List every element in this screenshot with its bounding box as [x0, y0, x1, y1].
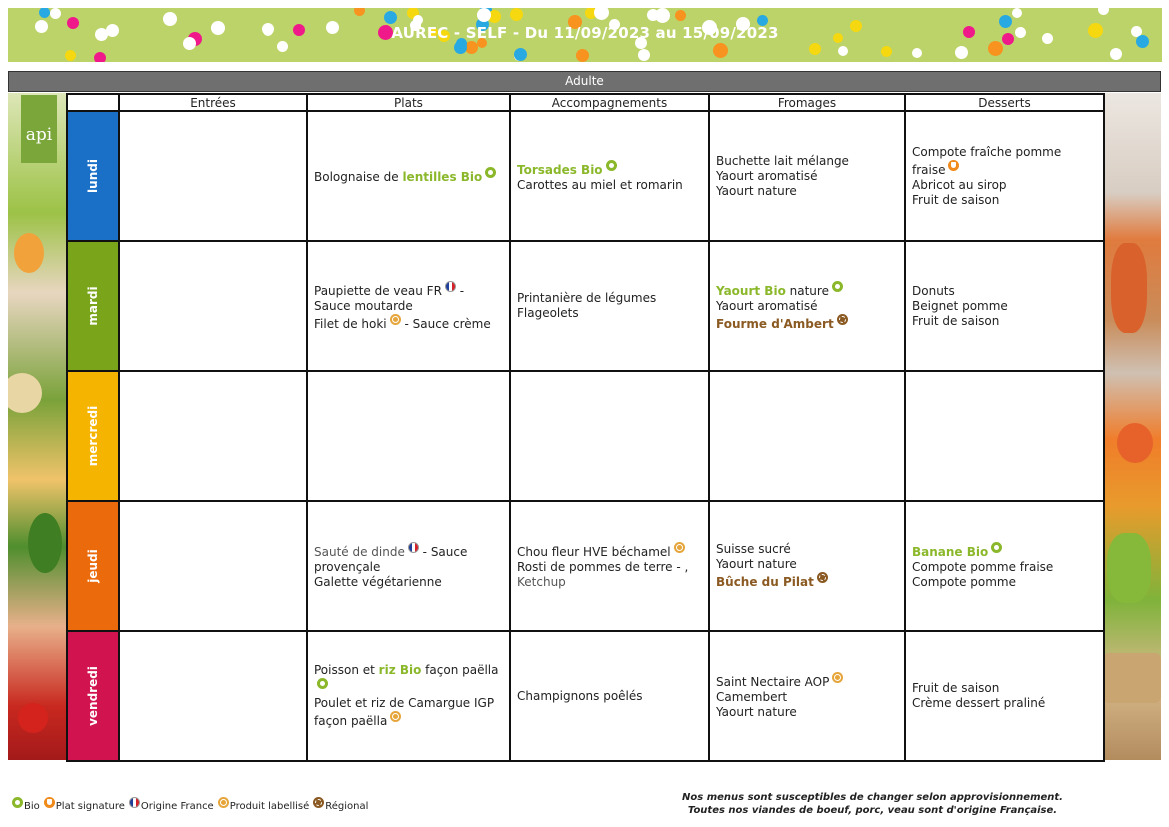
menu-item-text: Saint Nectaire AOP	[716, 675, 830, 689]
legend-label: Produit labellisé	[229, 801, 310, 812]
confetti-dot	[454, 41, 467, 54]
menu-item	[912, 542, 1097, 560]
menu-cell-fromages	[709, 241, 905, 371]
child-illustration	[14, 233, 44, 273]
menu-cell-plats	[307, 501, 510, 631]
menu-item-text: façon paëlla	[421, 663, 499, 677]
vegetable-illustration	[8, 373, 42, 413]
menu-item-text: Chou fleur HVE béchamel	[517, 545, 671, 559]
menu-item-text: Abricot au sirop	[912, 177, 1007, 192]
bio-icon	[485, 167, 496, 178]
menu-cell-accompagnements	[510, 371, 709, 501]
menu-item	[517, 306, 702, 321]
label-icon	[390, 314, 401, 325]
menu-item	[912, 299, 1097, 314]
section-label: Adulte	[8, 71, 1161, 92]
menu-item	[912, 696, 1097, 711]
menu-item-text: Galette végétarienne	[314, 575, 442, 589]
confetti-dot	[50, 8, 61, 19]
menu-item-text: Yaourt aromatisé	[716, 298, 818, 313]
menu-item	[912, 178, 1097, 193]
menu-item	[716, 169, 898, 184]
menu-item	[716, 572, 898, 590]
france-icon	[445, 281, 456, 292]
menu-item-text: Yaourt nature	[716, 557, 797, 571]
menu-cell-entrees	[119, 241, 307, 371]
menu-item-text: Suisse sucré	[716, 542, 791, 556]
day-label-cell	[67, 241, 119, 371]
menu-item	[314, 167, 503, 185]
menu-cell-fromages	[709, 111, 905, 241]
day-label-cell	[67, 631, 119, 761]
menu-cell-fromages	[709, 501, 905, 631]
day-label-cell	[67, 371, 119, 501]
menu-cell-accompagnements	[510, 241, 709, 371]
menu-item-text: Fruit de saison	[912, 313, 1000, 328]
day-label: vendredi	[86, 666, 100, 726]
legend-item	[218, 801, 310, 812]
menu-item	[716, 542, 898, 557]
day-row-lundi	[67, 111, 1104, 241]
menu-cell-accompagnements	[510, 501, 709, 631]
menu-cell-plats	[307, 241, 510, 371]
menu-item-text: riz Bio	[378, 663, 422, 677]
menu-item-text: Poulet et riz de Camargue IGP façon paëlla	[314, 696, 495, 728]
day-label-cell	[67, 501, 119, 631]
header-banner	[8, 8, 1162, 62]
menu-item	[912, 145, 1097, 178]
menu-item-text: Ketchup	[517, 575, 566, 589]
confetti-dot	[955, 46, 968, 59]
menu-item-text: Yaourt nature	[716, 705, 797, 719]
confetti-dot	[655, 8, 670, 23]
menu-item	[314, 314, 503, 332]
menu-item-text: nature	[785, 283, 829, 298]
menu-item	[716, 705, 898, 720]
confetti-dot	[39, 8, 50, 18]
column-header-fromages: Fromages	[709, 94, 905, 111]
column-header-accompagnements: Accompagnements	[510, 94, 709, 111]
legend	[12, 797, 372, 812]
confetti-dot	[675, 10, 686, 21]
menu-cell-plats	[307, 111, 510, 241]
menu-item-text: Carottes au miel et romarin	[517, 177, 683, 192]
menu-cell-entrees	[119, 111, 307, 241]
menu-item-text: Sauté de dinde	[314, 545, 405, 559]
confetti-dot	[1098, 8, 1109, 15]
menu-item	[314, 575, 503, 590]
signature-icon	[948, 160, 959, 171]
confetti-dot	[94, 52, 106, 62]
day-label: mardi	[86, 286, 100, 326]
legend-label: Plat signature	[55, 801, 125, 812]
corner-cell	[67, 94, 119, 111]
menu-cell-plats	[307, 371, 510, 501]
menu-item-sauce: - Sauce moutarde	[314, 283, 465, 313]
bio-icon	[317, 678, 328, 689]
footer-notes	[640, 791, 1105, 817]
menu-item-text: Bolognaise de	[314, 170, 403, 184]
menu-item	[517, 542, 702, 560]
menu-cell-desserts	[905, 111, 1104, 241]
france-icon	[129, 797, 140, 808]
menu-item-text: Yaourt aromatisé	[716, 168, 818, 183]
menu-item	[314, 542, 503, 575]
menu-cell-entrees	[119, 631, 307, 761]
api-logo: api	[21, 95, 57, 163]
carrot-illustration	[1111, 243, 1147, 333]
menu-item	[314, 696, 503, 729]
bio-icon	[991, 542, 1002, 553]
legend-label: Régional	[325, 801, 369, 812]
confetti-dot	[713, 43, 728, 58]
france-icon	[408, 542, 419, 553]
menu-item	[912, 193, 1097, 208]
menu-item-text: Crème dessert praliné	[912, 696, 1046, 710]
confetti-dot	[514, 48, 527, 61]
menu-item	[912, 284, 1097, 299]
menu-item-text: Torsades Bio	[517, 162, 603, 177]
menu-item-text: Bûche du Pilat	[716, 575, 814, 589]
label-icon	[832, 672, 843, 683]
column-header-entrees: Entrées	[119, 94, 307, 111]
label-icon	[390, 711, 401, 722]
menu-item-text: Donuts	[912, 283, 955, 298]
menu-item-text: Compote pomme fraise	[912, 560, 1054, 574]
menu-item-text: Fruit de saison	[912, 681, 1000, 695]
legend-label: Bio	[24, 801, 40, 812]
pumpkin-illustration	[1117, 423, 1153, 463]
menu-item-text: Flageolets	[517, 306, 579, 320]
bio-icon	[606, 160, 617, 171]
menu-item-text: Fruit de saison	[912, 192, 1000, 207]
bio-icon	[12, 797, 23, 808]
legend-item	[12, 801, 40, 812]
menu-item	[716, 672, 898, 690]
menu-item-text: Buchette lait mélange	[716, 153, 849, 168]
confetti-dot	[638, 49, 650, 61]
day-row-vendredi	[67, 631, 1104, 761]
confetti-dot	[277, 41, 288, 52]
confetti-dot	[912, 48, 922, 58]
menu-item	[314, 663, 503, 696]
day-row-mercredi	[67, 371, 1104, 501]
note-line: Nos menus sont susceptibles de changer selon approvisionnement.	[682, 792, 1063, 803]
column-header-row	[67, 94, 1104, 111]
menu-cell-desserts	[905, 631, 1104, 761]
menu-item-text: Printanière de légumes	[517, 291, 657, 305]
regional-icon	[837, 314, 848, 325]
label-icon	[674, 542, 685, 553]
menu-item	[517, 160, 702, 178]
menu-item-text: lentilles Bio	[402, 170, 483, 184]
menu-item	[912, 560, 1097, 575]
confetti-dot	[1110, 48, 1122, 60]
label-icon	[218, 797, 229, 808]
day-row-jeudi	[67, 501, 1104, 631]
menu-item-text: Paupiette de veau FR	[314, 283, 442, 298]
menu-item-text: Yaourt nature	[716, 183, 797, 198]
menu-item	[517, 291, 702, 306]
tomato-illustration	[18, 703, 48, 733]
menu-cell-accompagnements	[510, 111, 709, 241]
menu-item-text: Poisson et	[314, 663, 379, 677]
menu-item-text: Rosti de pommes de terre - ,	[517, 560, 689, 574]
menu-cell-fromages	[709, 371, 905, 501]
menu-item-text: Compote fraîche pomme fraise	[912, 144, 1062, 177]
regional-icon	[313, 797, 324, 808]
right-decoration-strip	[1103, 93, 1161, 760]
confetti-dot	[1012, 8, 1022, 18]
confetti-dot	[594, 8, 609, 20]
menu-item	[716, 314, 898, 332]
menu-item	[517, 560, 702, 590]
menu-item-text: Camembert	[716, 690, 788, 704]
confetti-dot	[354, 8, 365, 16]
day-label: lundi	[86, 159, 100, 193]
signature-icon	[44, 797, 55, 808]
legend-label: Origine France	[140, 801, 214, 812]
basket-illustration	[1103, 653, 1161, 703]
confetti-dot	[510, 8, 523, 21]
menu-item	[716, 690, 898, 705]
note-line: Toutes nos viandes de boeuf, porc, veau sont d'origine Française.	[687, 805, 1058, 816]
day-label-cell	[67, 111, 119, 241]
menu-item	[314, 281, 503, 314]
confetti-dot	[384, 11, 397, 24]
menu-cell-entrees	[119, 371, 307, 501]
menu-item	[716, 184, 898, 199]
menu-cell-plats	[307, 631, 510, 761]
bio-icon	[832, 281, 843, 292]
confetti-dot	[65, 50, 76, 61]
menu-item	[912, 681, 1097, 696]
confetti-dot	[477, 8, 491, 22]
menu-cell-desserts	[905, 501, 1104, 631]
column-header-plats: Plats	[307, 94, 510, 111]
confetti-dot	[988, 41, 1003, 56]
menu-item-text: Banane Bio	[912, 545, 989, 559]
menu-item-text: Filet de hoki	[314, 316, 387, 331]
menu-item-text: Yaourt Bio	[716, 283, 786, 298]
menu-cell-accompagnements	[510, 631, 709, 761]
menu-item	[912, 314, 1097, 329]
menu-cell-fromages	[709, 631, 905, 761]
legend-item	[44, 801, 125, 812]
menu-item	[716, 281, 898, 299]
menu-item	[517, 689, 702, 704]
left-decoration-strip	[8, 93, 66, 760]
menu-item	[912, 575, 1097, 590]
confetti-dot	[809, 43, 821, 55]
menu-cell-desserts	[905, 241, 1104, 371]
day-label: mercredi	[86, 405, 100, 467]
menu-title: AUREC - SELF - Du 11/09/2023 au 15/09/2023	[391, 24, 779, 42]
menu-item	[716, 154, 898, 169]
menu-cell-entrees	[119, 501, 307, 631]
menu-item	[517, 178, 702, 193]
day-row-mardi	[67, 241, 1104, 371]
menu-item-text: Compote pomme	[912, 575, 1016, 589]
day-label: jeudi	[86, 549, 100, 583]
menu-item	[716, 557, 898, 572]
column-header-desserts: Desserts	[905, 94, 1104, 111]
menu-item-text: Fourme d'Ambert	[716, 316, 834, 331]
legend-item	[129, 801, 214, 812]
confetti-dot	[838, 46, 848, 56]
pepper-illustration	[1107, 533, 1151, 603]
menu-cell-desserts	[905, 371, 1104, 501]
menu-item	[716, 299, 898, 314]
regional-icon	[817, 572, 828, 583]
menu-item-text: Beignet pomme	[912, 298, 1008, 313]
confetti-dot	[576, 49, 589, 62]
confetti-dot	[881, 46, 892, 57]
menu-item-text: Champignons poêlés	[517, 688, 643, 703]
menu-table	[66, 93, 1105, 762]
menu-item-sauce: - Sauce provençale	[314, 545, 468, 574]
legend-item	[313, 801, 368, 812]
menu-item-sauce: - Sauce crème	[400, 316, 491, 331]
broccoli-illustration	[28, 513, 62, 573]
